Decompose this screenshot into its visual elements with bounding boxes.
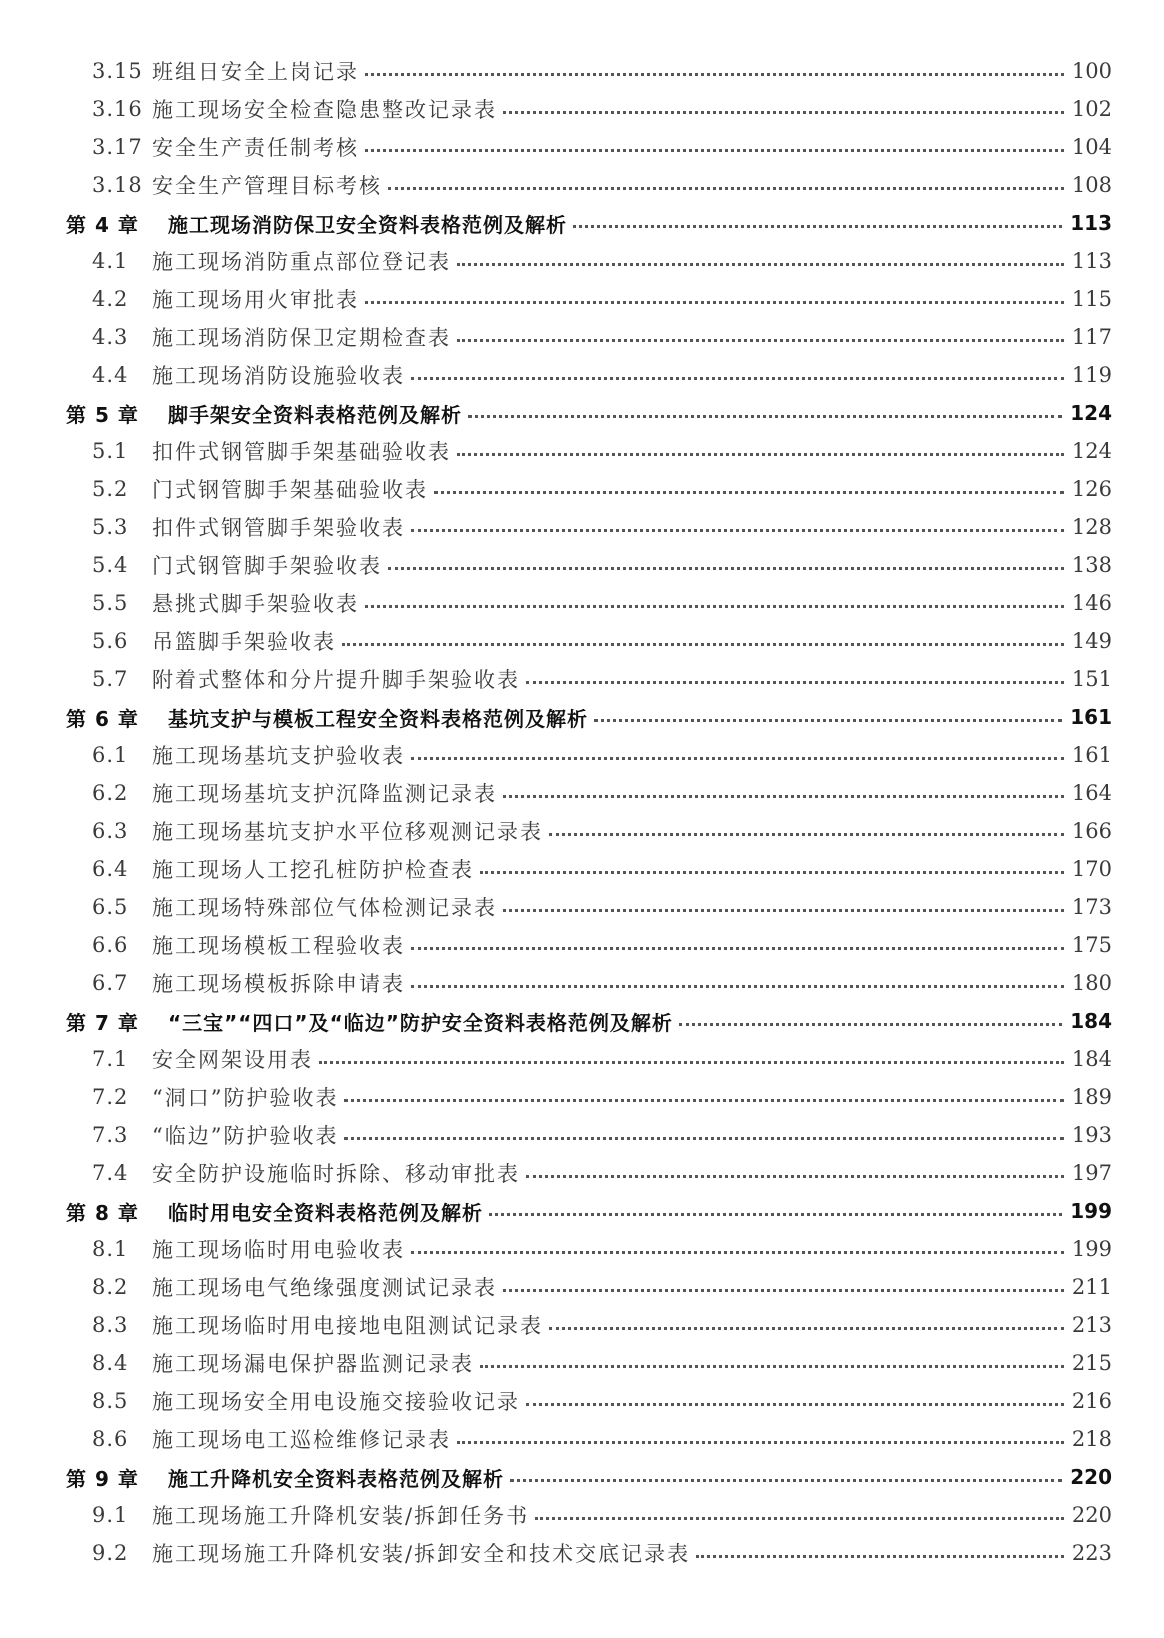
section-number: 3.17	[92, 135, 143, 159]
dot-leader	[457, 263, 1064, 266]
dot-leader	[411, 529, 1064, 532]
dot-leader	[535, 1517, 1064, 1520]
dot-leader	[594, 719, 1062, 722]
dot-leader	[573, 225, 1062, 228]
chapter-number: 第 9 章	[66, 1466, 139, 1491]
dot-leader	[457, 1441, 1064, 1444]
page-number: 199	[1070, 1199, 1112, 1223]
page-number: 115	[1071, 287, 1112, 311]
page-number: 180	[1071, 971, 1112, 995]
section-title: 施工现场基坑支护验收表	[152, 744, 405, 768]
dot-leader	[696, 1555, 1064, 1558]
page-number: 108	[1071, 173, 1112, 197]
dot-leader	[365, 605, 1064, 608]
page-number: 128	[1071, 515, 1112, 539]
chapter-number: 第 7 章	[66, 1010, 139, 1035]
toc-section-entry	[0, 850, 1164, 888]
section-number: 8.5	[92, 1389, 129, 1413]
toc-section-entry	[0, 1496, 1164, 1534]
page-number: 220	[1071, 1503, 1112, 1527]
section-number: 3.18	[92, 173, 143, 197]
dot-leader	[503, 1289, 1064, 1292]
section-title: 施工现场安全用电设施交接验收记录	[152, 1390, 520, 1414]
chapter-title: 施工现场消防保卫安全资料表格范例及解析	[168, 212, 567, 237]
page-number: 199	[1071, 1237, 1112, 1261]
section-number: 8.4	[92, 1351, 129, 1375]
toc-chapter-entry	[0, 1002, 1164, 1040]
dot-leader	[411, 1251, 1064, 1254]
page-number: 218	[1071, 1427, 1112, 1451]
section-number: 5.3	[92, 515, 129, 539]
section-title: 施工现场临时用电接地电阻测试记录表	[152, 1314, 543, 1338]
section-number: 4.3	[92, 325, 129, 349]
dot-leader	[365, 301, 1064, 304]
toc-section-entry	[0, 1230, 1164, 1268]
page-number: 104	[1071, 135, 1112, 159]
toc-section-entry	[0, 888, 1164, 926]
section-number: 9.1	[92, 1503, 129, 1527]
dot-leader	[434, 491, 1064, 494]
section-number: 9.2	[92, 1541, 129, 1565]
toc-section-entry	[0, 470, 1164, 508]
dot-leader	[503, 795, 1064, 798]
section-number: 5.4	[92, 553, 129, 577]
section-title: “临边”防护验收表	[152, 1124, 339, 1148]
page-number: 220	[1070, 1465, 1112, 1489]
section-title: 附着式整体和分片提升脚手架验收表	[152, 668, 520, 692]
dot-leader	[388, 187, 1064, 190]
dot-leader	[526, 681, 1064, 684]
dot-leader	[526, 1403, 1064, 1406]
section-number: 3.16	[92, 97, 143, 121]
section-title: 施工现场用火审批表	[152, 288, 359, 312]
page-number: 211	[1071, 1275, 1112, 1299]
page-number: 126	[1071, 477, 1112, 501]
dot-leader	[489, 1213, 1062, 1216]
dot-leader	[365, 149, 1064, 152]
chapter-number: 第 4 章	[66, 212, 139, 237]
page-number: 184	[1070, 1009, 1112, 1033]
toc-section-entry	[0, 1268, 1164, 1306]
page-number: 197	[1071, 1161, 1112, 1185]
chapter-title: 脚手架安全资料表格范例及解析	[168, 402, 462, 427]
toc-section-entry	[0, 242, 1164, 280]
page-number: 166	[1071, 819, 1112, 843]
section-title: 悬挑式脚手架验收表	[152, 592, 359, 616]
toc-section-entry	[0, 774, 1164, 812]
toc-section-entry	[0, 1306, 1164, 1344]
page-number: 102	[1071, 97, 1112, 121]
dot-leader	[411, 985, 1064, 988]
toc-section-entry	[0, 280, 1164, 318]
section-number: 6.7	[92, 971, 129, 995]
dot-leader	[411, 757, 1064, 760]
dot-leader	[457, 453, 1064, 456]
section-title: 扣件式钢管脚手架验收表	[152, 516, 405, 540]
page-number: 100	[1071, 59, 1112, 83]
chapter-title: “三宝”“四口”及“临边”防护安全资料表格范例及解析	[168, 1010, 673, 1035]
section-title: 班组日安全上岗记录	[152, 60, 359, 84]
section-title: 施工现场漏电保护器监测记录表	[152, 1352, 474, 1376]
section-title: 施工现场电工巡检维修记录表	[152, 1428, 451, 1452]
toc-section-entry	[0, 432, 1164, 470]
toc-section-entry	[0, 622, 1164, 660]
section-number: 5.1	[92, 439, 129, 463]
chapter-title: 基坑支护与模板工程安全资料表格范例及解析	[168, 706, 588, 731]
section-title: 施工现场特殊部位气体检测记录表	[152, 896, 497, 920]
toc-section-entry	[0, 1078, 1164, 1116]
section-title: 施工现场电气绝缘强度测试记录表	[152, 1276, 497, 1300]
dot-leader	[319, 1061, 1064, 1064]
page-number: 184	[1071, 1047, 1112, 1071]
section-title: 安全生产责任制考核	[152, 136, 359, 160]
section-title: 施工现场施工升降机安装/拆卸任务书	[152, 1504, 530, 1528]
section-title: 扣件式钢管脚手架基础验收表	[152, 440, 451, 464]
page-number: 146	[1071, 591, 1112, 615]
section-title: 安全生产管理目标考核	[152, 174, 382, 198]
toc-section-entry	[0, 736, 1164, 774]
toc-chapter-entry	[0, 394, 1164, 432]
dot-leader	[344, 1099, 1063, 1102]
section-title: 施工现场消防设施验收表	[152, 364, 405, 388]
section-number: 6.5	[92, 895, 129, 919]
page-number: 189	[1071, 1085, 1112, 1109]
toc-section-entry	[0, 90, 1164, 128]
dot-leader	[549, 833, 1064, 836]
section-number: 6.6	[92, 933, 129, 957]
table-of-contents	[0, 52, 1164, 1572]
page-number: 193	[1071, 1123, 1112, 1147]
chapter-title: 临时用电安全资料表格范例及解析	[168, 1200, 483, 1225]
section-number: 6.3	[92, 819, 129, 843]
dot-leader	[480, 1365, 1064, 1368]
toc-section-entry	[0, 1534, 1164, 1572]
section-title: 施工现场临时用电验收表	[152, 1238, 405, 1262]
section-title: 安全网架设用表	[152, 1048, 313, 1072]
section-number: 8.3	[92, 1313, 129, 1337]
section-title: 门式钢管脚手架基础验收表	[152, 478, 428, 502]
section-title: 施工现场消防保卫定期检查表	[152, 326, 451, 350]
section-number: 6.2	[92, 781, 129, 805]
toc-section-entry	[0, 166, 1164, 204]
section-number: 8.2	[92, 1275, 129, 1299]
section-number: 7.4	[92, 1161, 129, 1185]
section-title: 施工现场施工升降机安装/拆卸安全和技术交底记录表	[152, 1542, 691, 1566]
toc-section-entry	[0, 1154, 1164, 1192]
toc-section-entry	[0, 356, 1164, 394]
page-number: 164	[1071, 781, 1112, 805]
dot-leader	[549, 1327, 1064, 1330]
section-number: 5.6	[92, 629, 129, 653]
section-number: 5.5	[92, 591, 129, 615]
section-number: 4.1	[92, 249, 129, 273]
toc-section-entry	[0, 1344, 1164, 1382]
dot-leader	[344, 1137, 1063, 1140]
dot-leader	[457, 339, 1064, 342]
page-number: 213	[1071, 1313, 1112, 1337]
toc-section-entry	[0, 318, 1164, 356]
toc-section-entry	[0, 1116, 1164, 1154]
section-number: 7.1	[92, 1047, 129, 1071]
section-number: 5.2	[92, 477, 129, 501]
page-number: 170	[1071, 857, 1112, 881]
page-number: 138	[1071, 553, 1112, 577]
chapter-number: 第 6 章	[66, 706, 139, 731]
page-number: 117	[1071, 325, 1112, 349]
dot-leader	[526, 1175, 1064, 1178]
chapter-number: 第 8 章	[66, 1200, 139, 1225]
page-number: 151	[1071, 667, 1112, 691]
page-number: 113	[1071, 249, 1112, 273]
page-number: 124	[1070, 401, 1112, 425]
page-number: 161	[1070, 705, 1112, 729]
section-number: 8.1	[92, 1237, 129, 1261]
dot-leader	[503, 909, 1064, 912]
section-title: 吊篮脚手架验收表	[152, 630, 336, 654]
dot-leader	[468, 415, 1062, 418]
toc-section-entry	[0, 584, 1164, 622]
section-number: 8.6	[92, 1427, 129, 1451]
section-title: 施工现场基坑支护沉降监测记录表	[152, 782, 497, 806]
page-number: 113	[1070, 211, 1112, 235]
dot-leader	[503, 111, 1064, 114]
toc-section-entry	[0, 660, 1164, 698]
toc-section-entry	[0, 812, 1164, 850]
dot-leader	[411, 947, 1064, 950]
page-number: 124	[1071, 439, 1112, 463]
dot-leader	[388, 567, 1064, 570]
section-title: “洞口”防护验收表	[152, 1086, 339, 1110]
toc-chapter-entry	[0, 204, 1164, 242]
chapter-number: 第 5 章	[66, 402, 139, 427]
chapter-title: 施工升降机安全资料表格范例及解析	[168, 1466, 504, 1491]
section-number: 7.3	[92, 1123, 129, 1147]
toc-section-entry	[0, 128, 1164, 166]
section-title: 施工现场消防重点部位登记表	[152, 250, 451, 274]
toc-section-entry	[0, 52, 1164, 90]
section-title: 安全防护设施临时拆除、移动审批表	[152, 1162, 520, 1186]
toc-section-entry	[0, 508, 1164, 546]
section-title: 施工现场安全检查隐患整改记录表	[152, 98, 497, 122]
section-number: 4.4	[92, 363, 129, 387]
toc-section-entry	[0, 926, 1164, 964]
section-number: 7.2	[92, 1085, 129, 1109]
dot-leader	[480, 871, 1064, 874]
page-number: 175	[1071, 933, 1112, 957]
page-number: 215	[1071, 1351, 1112, 1375]
dot-leader	[510, 1479, 1062, 1482]
section-number: 6.4	[92, 857, 129, 881]
page-number: 149	[1071, 629, 1112, 653]
section-number: 4.2	[92, 287, 129, 311]
page-number: 216	[1071, 1389, 1112, 1413]
section-number: 3.15	[92, 59, 143, 83]
toc-section-entry	[0, 1382, 1164, 1420]
section-title: 门式钢管脚手架验收表	[152, 554, 382, 578]
section-title: 施工现场模板工程验收表	[152, 934, 405, 958]
section-number: 5.7	[92, 667, 129, 691]
toc-chapter-entry	[0, 1458, 1164, 1496]
toc-section-entry	[0, 546, 1164, 584]
dot-leader	[411, 377, 1064, 380]
dot-leader	[679, 1023, 1062, 1026]
section-title: 施工现场人工挖孔桩防护检查表	[152, 858, 474, 882]
page-number: 161	[1071, 743, 1112, 767]
dot-leader	[342, 643, 1064, 646]
toc-section-entry	[0, 1420, 1164, 1458]
page-number: 119	[1071, 363, 1112, 387]
page-number: 223	[1071, 1541, 1112, 1565]
toc-section-entry	[0, 1040, 1164, 1078]
section-title: 施工现场模板拆除申请表	[152, 972, 405, 996]
section-title: 施工现场基坑支护水平位移观测记录表	[152, 820, 543, 844]
dot-leader	[365, 73, 1064, 76]
page-number: 173	[1071, 895, 1112, 919]
toc-chapter-entry	[0, 698, 1164, 736]
toc-chapter-entry	[0, 1192, 1164, 1230]
toc-section-entry	[0, 964, 1164, 1002]
section-number: 6.1	[92, 743, 129, 767]
